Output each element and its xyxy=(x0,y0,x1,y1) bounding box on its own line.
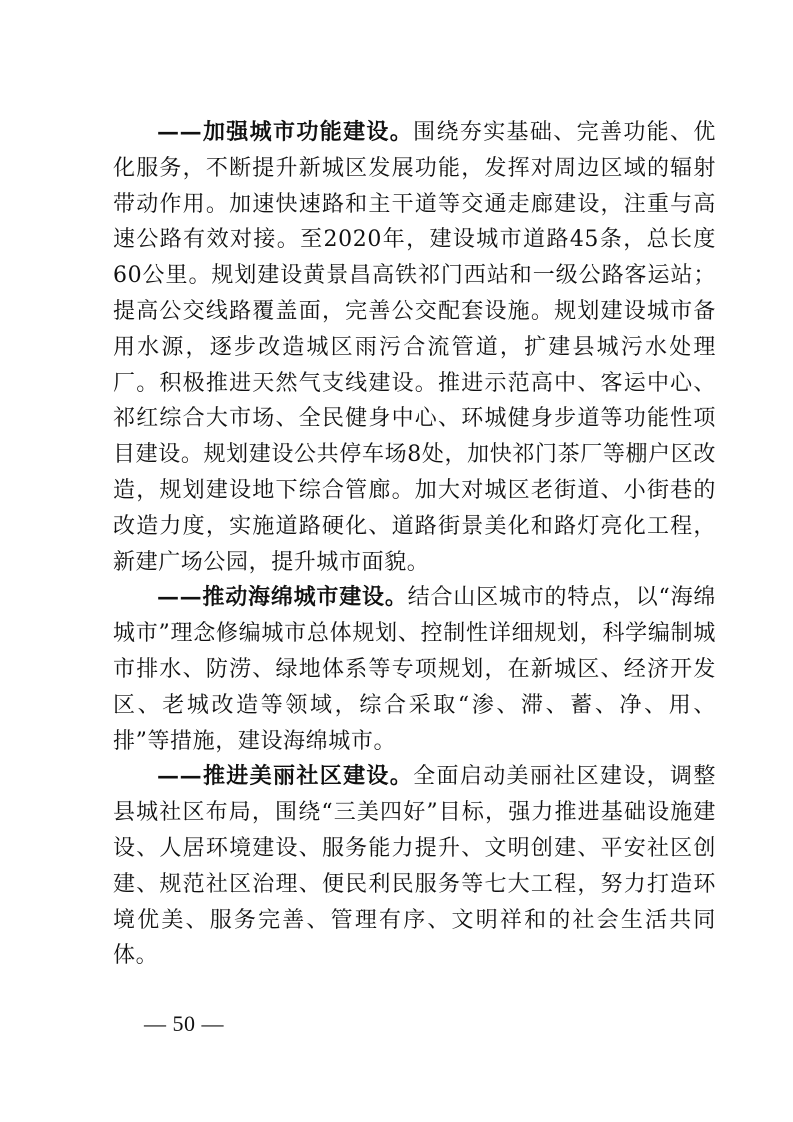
paragraph-text: 围绕夯实基础、完善功能、优化服务，不断提升新城区发展功能，发挥对周边区域的辐射带动作用。加速快速路和主干道等交通走廊建设，注重与高速公路有效对接。至2020年，建设城市道路45条，总长度60公里。规划建设黄景昌高铁祁门西站和一级公路客运站；提高公交线路覆盖面，完善公交配套设施。规划建设城市备用水源，逐步改造城区雨污合流管道，扩建县城污水处理厂。积极推进天然气支线建设。推进示范高中、客运中心、祁红综合大市场、全民健身中心、环城健身步道等功能性项目建设。规划建设公共停车场8处，加快祁门茶厂等棚户区改造，规划建设地下综合管廊。加大对城区老街道、小街巷的改造力度，实施道路硬化、道路街景美化和路灯亮化工程，新建广场公园，提升城市面貌。 xyxy=(113,120,716,575)
paragraph-text: 结合山区城市的特点，以“海绵城市”理念修编城市总体规划、控制性详细规划，科学编制城市排水、防涝、绿地体系等专项规划，在新城区、经济开发区、老城改造等领域，综合采取“渗、滞、蓄、净、用、排”等措施，建设海绵城市。 xyxy=(113,585,716,754)
paragraph-city-function xyxy=(113,115,716,580)
document-body xyxy=(113,115,716,974)
paragraph-heading: ——加强城市功能建设。 xyxy=(157,119,414,145)
paragraph-text: 全面启动美丽社区建设，调整县城社区布局，围绕“三美四好”目标，强力推进基础设施建设、人居环境建设、服务能力提升、文明创建、平安社区创建、规范社区治理、便民利民服务等七大工程，努力打造环境优美、服务完善、管理有序、文明祥和的社会生活共同体。 xyxy=(113,764,716,969)
paragraph-sponge-city xyxy=(113,580,716,759)
paragraph-beautiful-community xyxy=(113,759,716,974)
paragraph-heading: ——推进美丽社区建设。 xyxy=(157,763,414,790)
paragraph-heading: ——推动海绵城市建设。 xyxy=(157,584,408,611)
page-number: — 50 — xyxy=(144,1011,224,1036)
